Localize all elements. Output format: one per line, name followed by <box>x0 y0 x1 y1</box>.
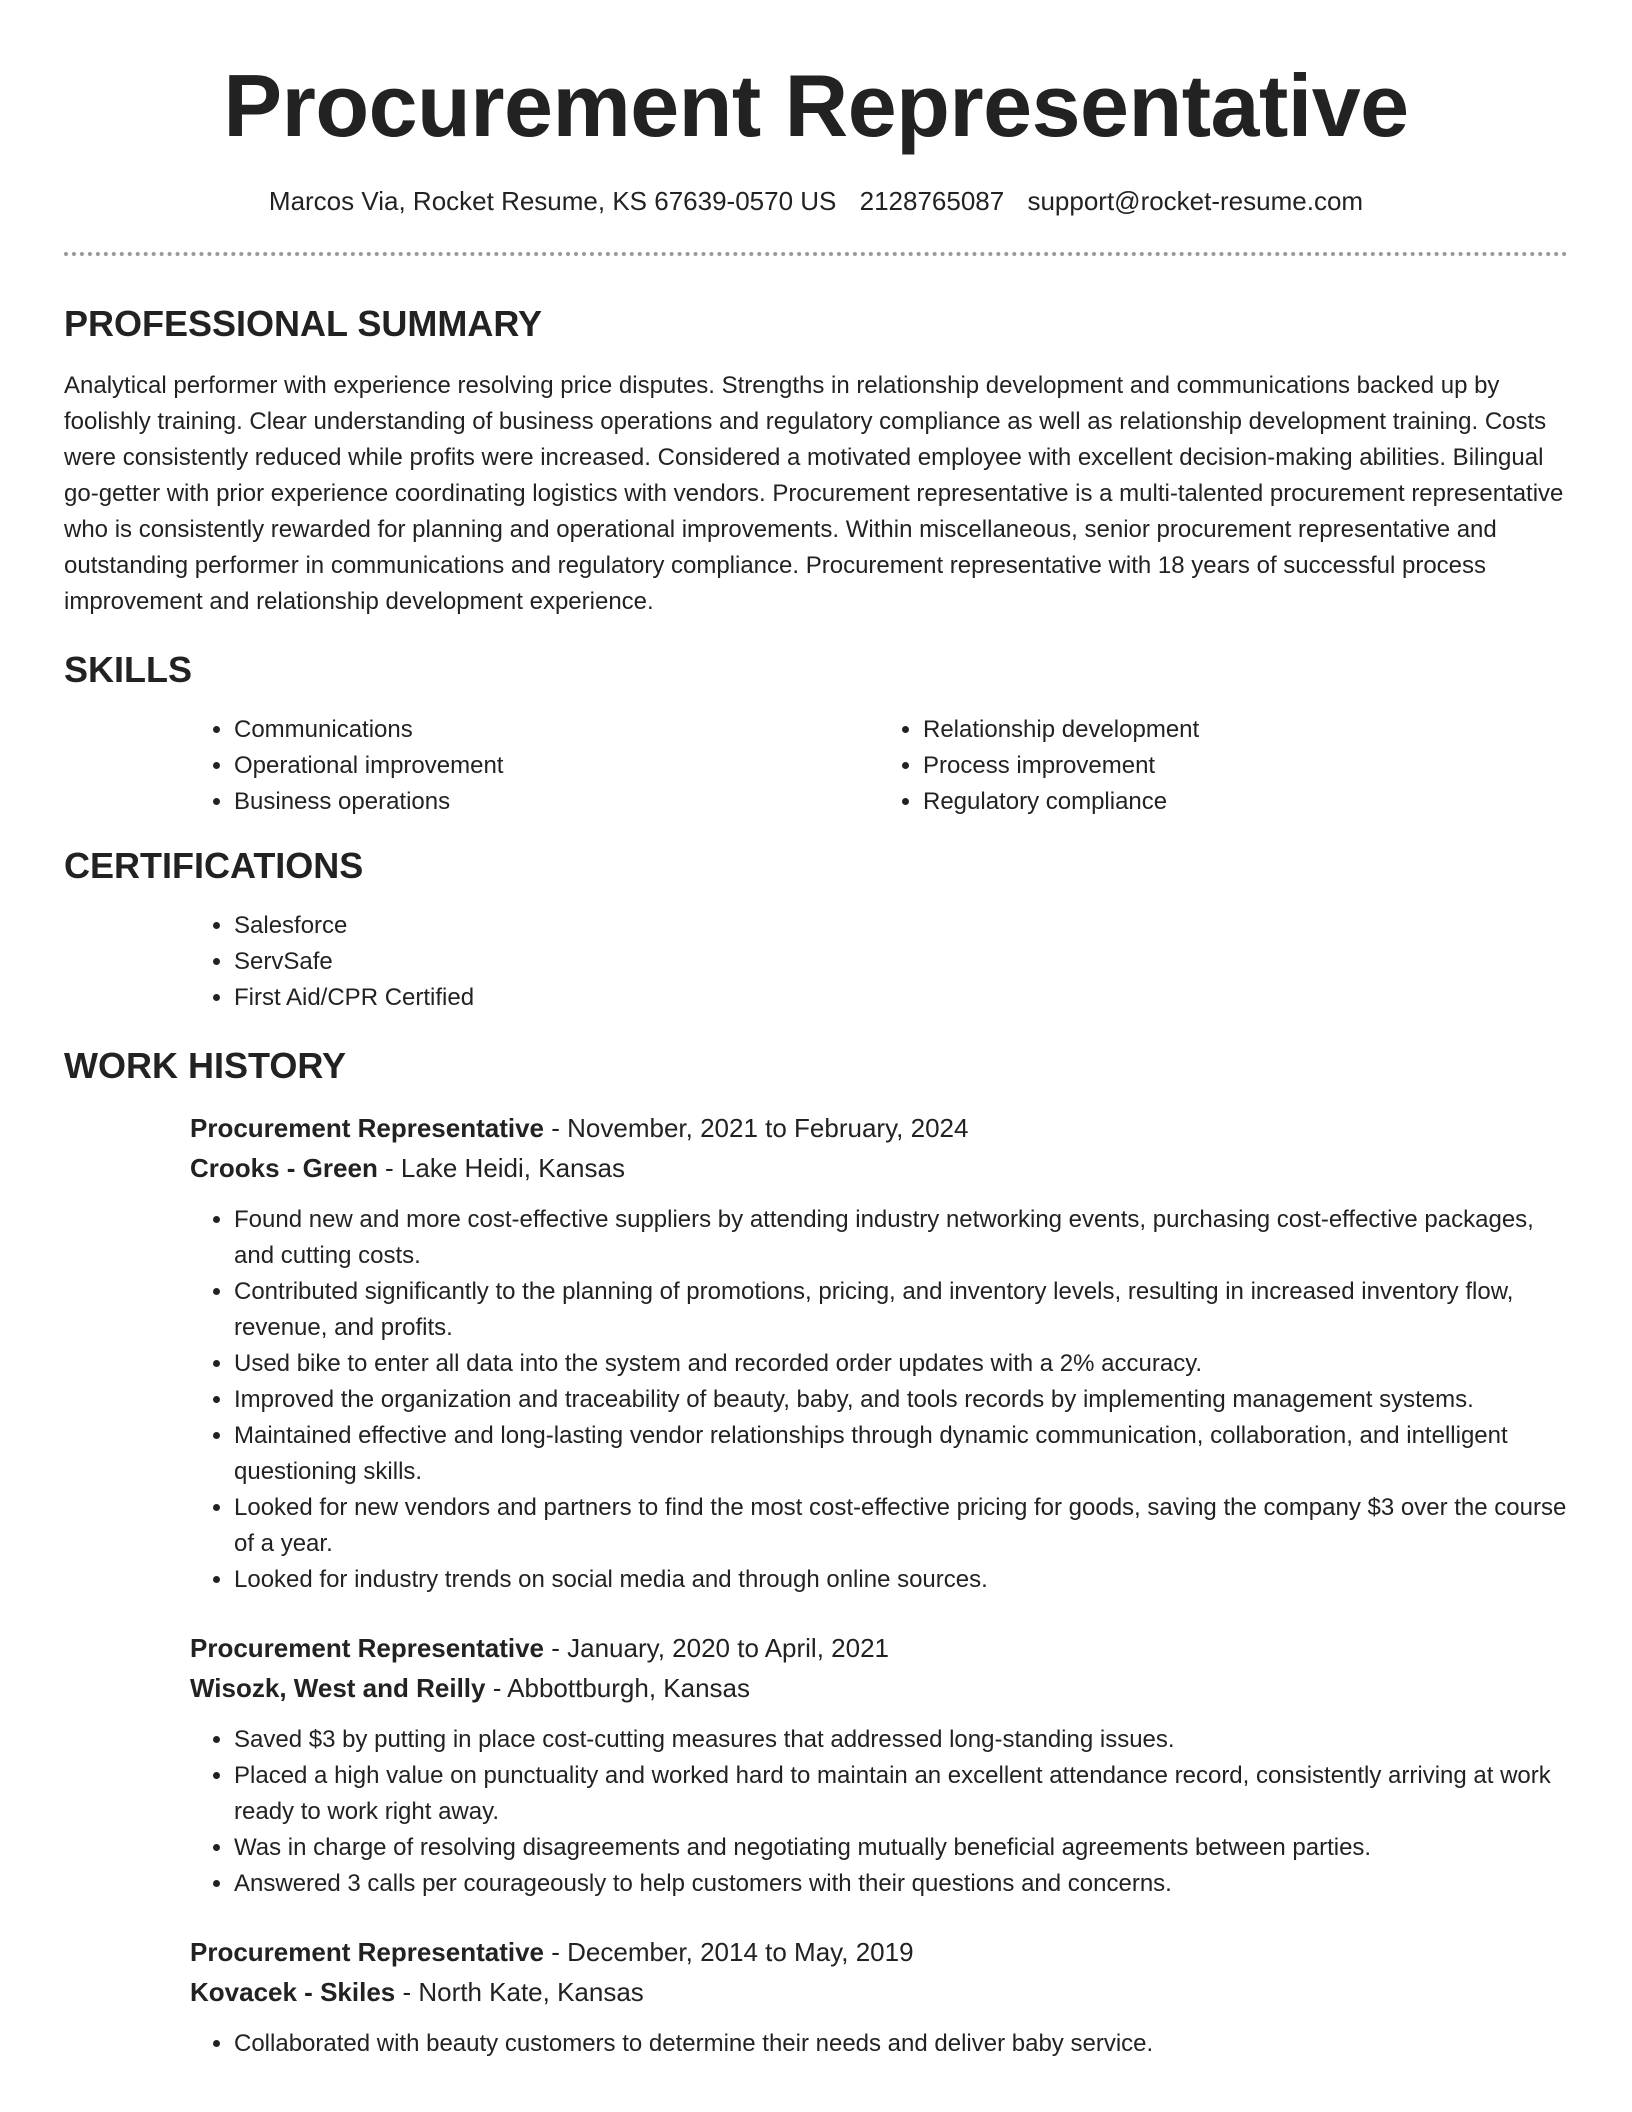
summary-text: Analytical performer with experience resolving price disputes. Strengths in relationship development and communications backed up by foolishly training. Clear understanding of business operations and regulatory compliance as well as relationship development training. Costs were consistently reduced while profits were increased. Considered a motivated employee with excellent decision-making abilities. Bilingual go-getter with prior experience coordinating logistics with vendors. Procurement representative is a multi-talented procurement representative who is consistently rewarded for planning and operational improvements. Within miscellaneous, senior procurement representative and outstanding performer in communications and regulatory compliance. Procurement representative with 18 years of successful process improvement and relationship development experience. <box>64 372 1564 615</box>
job-bullets <box>190 2026 1568 2062</box>
job-entry <box>190 1108 1568 1598</box>
skills-section <box>64 648 1568 820</box>
job-dates: - January, 2020 to April, 2021 <box>544 1633 889 1663</box>
candidate-name: Procurement Representative <box>223 56 1409 155</box>
job-bullets <box>190 1202 1568 1598</box>
job-bullet: • Found new and more cost-effective suppliers by attending industry networking events, purchasing cost-effective packages, and cutting costs. <box>234 1202 1568 1274</box>
skills-column-left <box>190 712 879 820</box>
job-role: Procurement Representative <box>190 1113 545 1143</box>
job-company-line <box>190 1148 1568 1188</box>
job-bullet: • Placed a high value on punctuality and worked hard to maintain an excellent attendance record, consistently arriving at work ready to work right away. <box>234 1758 1568 1830</box>
skill-item: • Business operations <box>234 784 879 820</box>
summary-section <box>64 302 1568 620</box>
job-bullet: • Collaborated with beauty customers to determine their needs and deliver baby service. <box>234 2026 1568 2062</box>
certifications-heading: CERTIFICATIONS <box>64 845 364 886</box>
skill-item: • Regulatory compliance <box>923 784 1568 820</box>
job-bullet: • Improved the organization and traceability of beauty, baby, and tools records by implementing management systems. <box>234 1382 1568 1418</box>
phone: 2128765087 <box>859 186 1005 216</box>
certifications-list <box>190 908 1568 1016</box>
job-location: - Lake Heidi, Kansas <box>377 1153 625 1183</box>
job-bullet: • Maintained effective and long-lasting vendor relationships through dynamic communication, collaboration, and intelligent questioning skills. <box>234 1418 1568 1490</box>
header-divider <box>64 252 1568 256</box>
skill-item: • Process improvement <box>923 748 1568 784</box>
certification-item: • Salesforce <box>234 908 1568 944</box>
certification-item: • First Aid/CPR Certified <box>234 980 1568 1016</box>
contact-line <box>64 184 1568 218</box>
job-company: Wisozk, West and Reilly <box>190 1673 486 1703</box>
job-title-line <box>190 1108 1568 1148</box>
job-company: Crooks - Green <box>190 1153 378 1183</box>
skills-list <box>190 712 1568 820</box>
job-bullet: • Looked for new vendors and partners to find the most cost-effective pricing for goods, saving the company $3 over the course of a year. <box>234 1490 1568 1562</box>
job-role: Procurement Representative <box>190 1633 545 1663</box>
job-bullet: • Contributed significantly to the planning of promotions, pricing, and inventory levels, resulting in increased inventory flow, revenue, and profits. <box>234 1274 1568 1346</box>
job-bullet: • Looked for industry trends on social media and through online sources. <box>234 1562 1568 1598</box>
job-bullets <box>190 1722 1568 1902</box>
summary-heading: PROFESSIONAL SUMMARY <box>64 303 543 344</box>
work-history-heading: WORK HISTORY <box>64 1045 347 1086</box>
job-entry <box>190 1932 1568 2062</box>
job-dates: - December, 2014 to May, 2019 <box>544 1937 914 1967</box>
job-company-line <box>190 1972 1568 2012</box>
email: support@rocket-resume.com <box>1027 186 1364 216</box>
job-bullet: • Used bike to enter all data into the system and recorded order updates with a 2% accuracy. <box>234 1346 1568 1382</box>
job-company-line <box>190 1668 1568 1708</box>
job-role: Procurement Representative <box>190 1937 545 1967</box>
job-bullet: • Saved $3 by putting in place cost-cutting measures that addressed long-standing issues. <box>234 1722 1568 1758</box>
skills-column-right <box>879 712 1568 820</box>
resume-page <box>64 0 1568 2062</box>
job-bullet: • Answered 3 calls per courageously to help customers with their questions and concerns. <box>234 1866 1568 1902</box>
skill-item: • Relationship development <box>923 712 1568 748</box>
skills-heading: SKILLS <box>64 649 193 690</box>
address: Marcos Via, Rocket Resume, KS 67639-0570 US <box>268 186 837 216</box>
work-history-section <box>64 1044 1568 2062</box>
job-location: - North Kate, Kansas <box>395 1977 644 2007</box>
job-title-line <box>190 1932 1568 1972</box>
job-bullet: • Was in charge of resolving disagreements and negotiating mutually beneficial agreements between parties. <box>234 1830 1568 1866</box>
certification-item: • ServSafe <box>234 944 1568 980</box>
job-company: Kovacek - Skiles <box>190 1977 396 2007</box>
job-entry <box>190 1628 1568 1902</box>
job-location: - Abbottburgh, Kansas <box>485 1673 750 1703</box>
skill-item: • Communications <box>234 712 879 748</box>
job-title-line <box>190 1628 1568 1668</box>
certifications-section <box>64 844 1568 1016</box>
skill-item: • Operational improvement <box>234 748 879 784</box>
job-dates: - November, 2021 to February, 2024 <box>544 1113 969 1143</box>
